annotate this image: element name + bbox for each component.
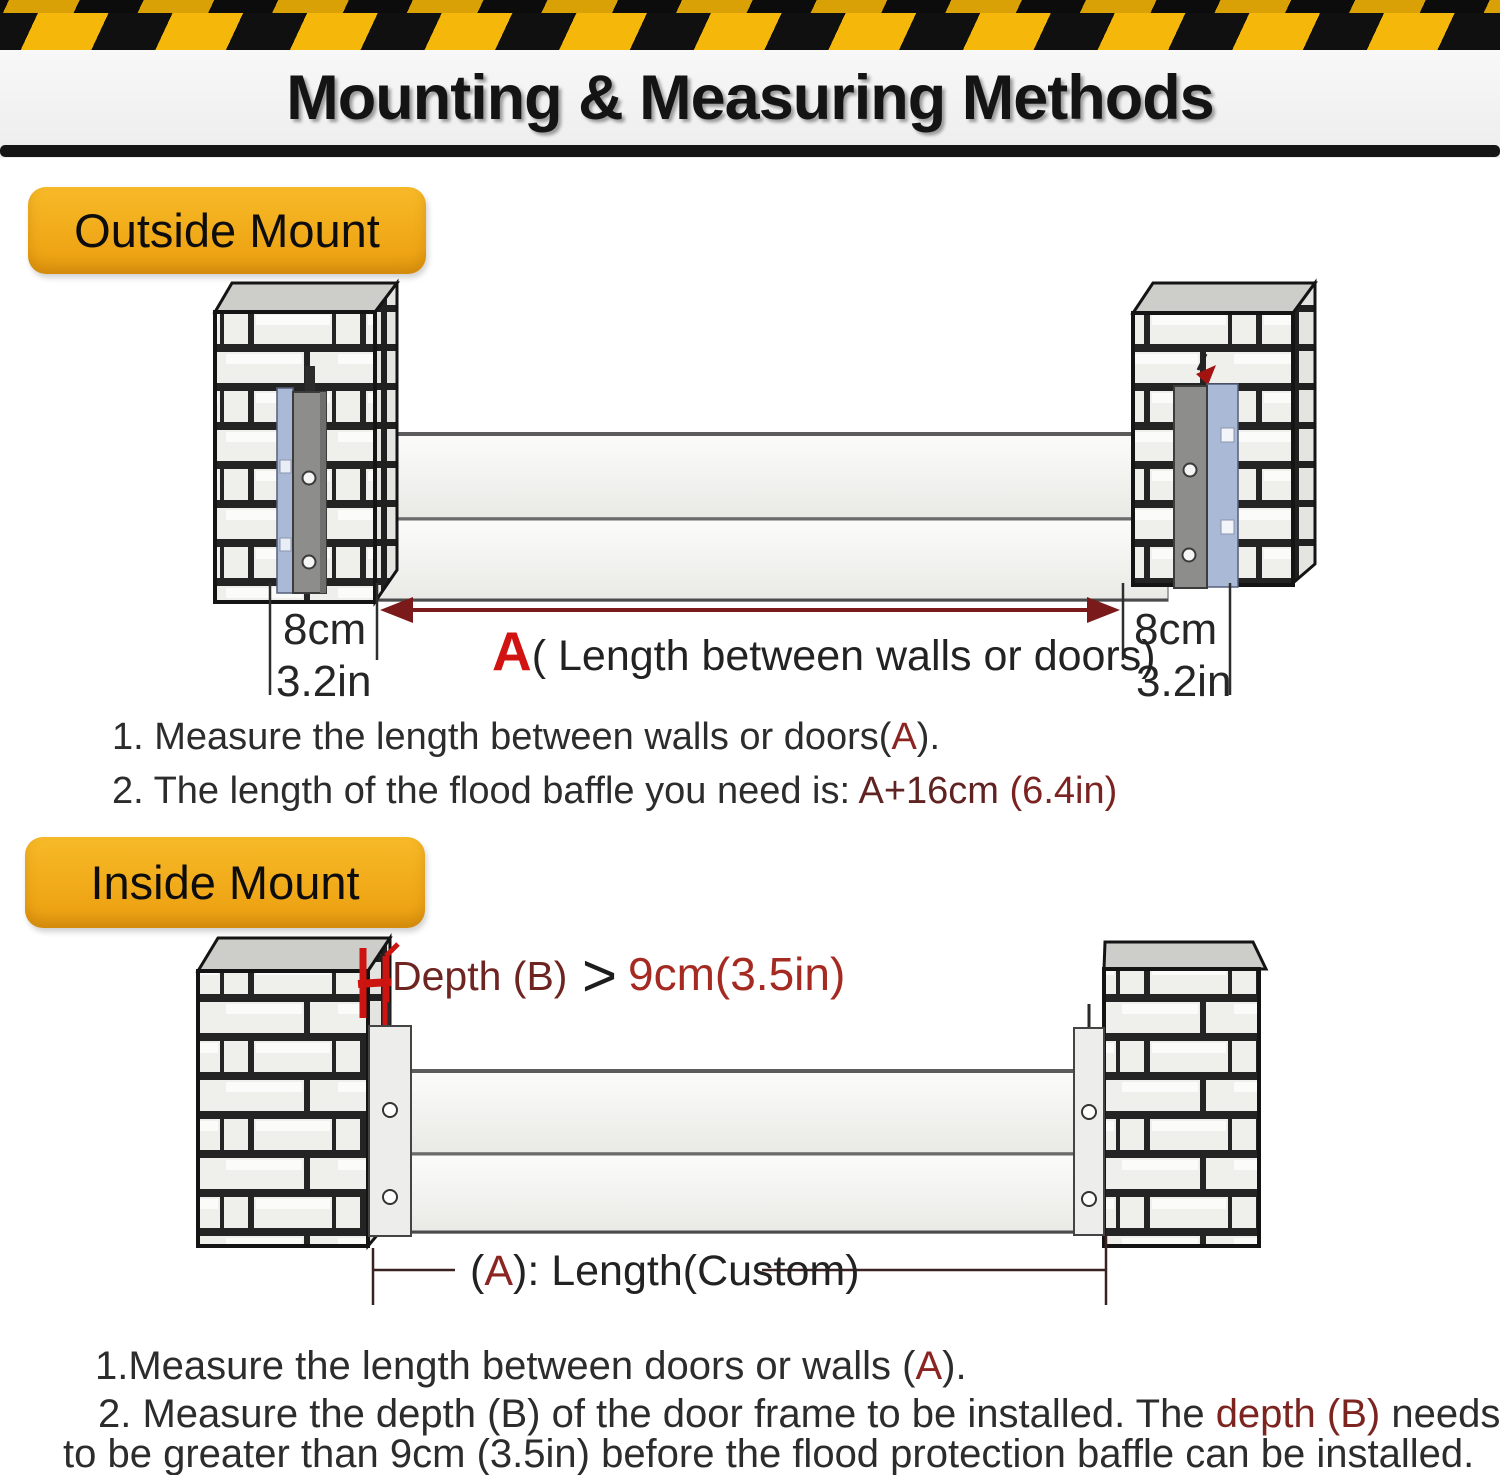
depth-label-gt: > <box>582 942 618 1009</box>
right-offset-cm: 8cm <box>1134 605 1218 654</box>
inside-step-2: 2. Measure the depth (B) of the door frame to be installed. The depth (B) needs <box>98 1392 1500 1436</box>
left-mounting-bracket <box>277 366 326 593</box>
left-offset-in: 3.2in <box>276 657 372 706</box>
depth-label-name: Depth (B) <box>392 953 568 999</box>
flood-barrier-panels-inside <box>411 1070 1075 1233</box>
right-offset-in: 3.2in <box>1136 657 1232 706</box>
header-band <box>0 0 1500 158</box>
left-mounting-bracket-inside <box>369 1002 411 1236</box>
right-mounting-bracket <box>1174 354 1238 588</box>
page-title: Mounting & Measuring Methods <box>286 62 1214 133</box>
hazard-stripe-top-edge <box>0 0 1500 13</box>
depth-label-value: 9cm(3.5in) <box>628 948 846 1000</box>
outside-mount-diagram <box>0 270 1500 710</box>
left-offset-cm: 8cm <box>283 605 367 654</box>
inside-step-2-continued: to be greater than 9cm (3.5in) before the flood protection baffle can be installed. <box>63 1432 1475 1475</box>
span-caption: A( Length between walls or doors) <box>492 620 1156 682</box>
flood-barrier-panels <box>326 433 1168 601</box>
inside-mount-diagram <box>0 920 1500 1340</box>
outside-step-2: 2. The length of the flood baffle you need is: A+16cm (6.4in) <box>112 770 1118 812</box>
title-divider <box>0 145 1500 157</box>
outside-mount-label: Outside Mount <box>28 187 426 274</box>
outside-step-1: 1. Measure the length between walls or doors(A). <box>112 716 941 758</box>
length-label: (A): Length(Custom) <box>470 1247 860 1295</box>
right-mounting-bracket-inside <box>1074 1004 1104 1235</box>
inside-step-1: 1.Measure the length between doors or walls (A). <box>95 1344 967 1388</box>
inside-mount-label: Inside Mount <box>25 837 425 928</box>
right-brick-pillar-inside <box>1104 942 1266 1246</box>
